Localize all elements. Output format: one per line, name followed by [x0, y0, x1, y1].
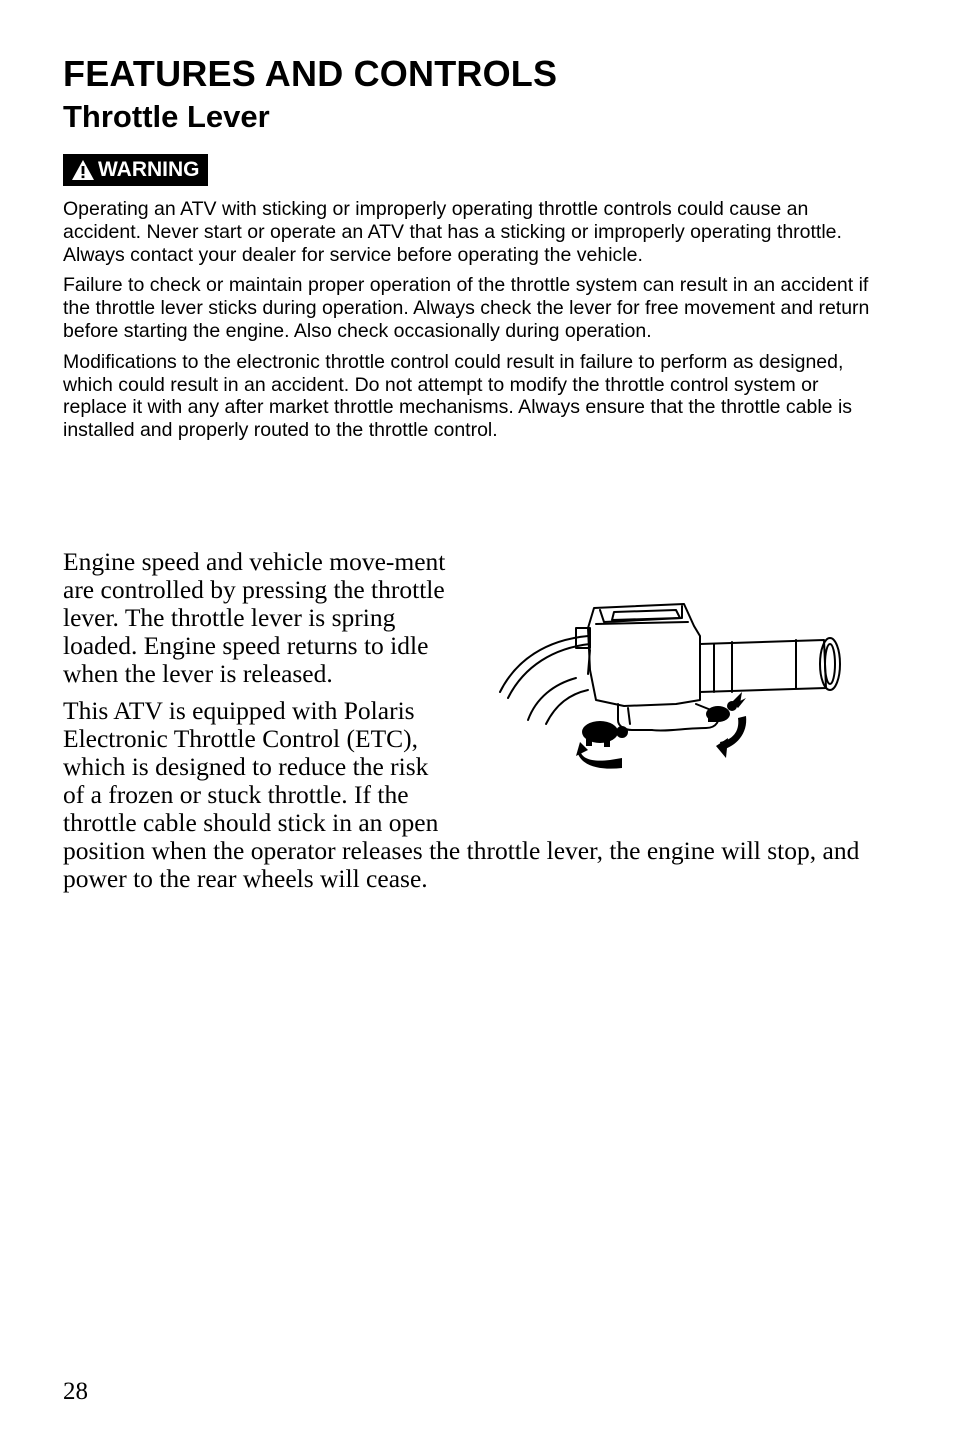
warning-triangle-icon	[71, 159, 95, 181]
page-number: 28	[63, 1378, 88, 1405]
section-title: Throttle Lever	[63, 99, 270, 134]
warning-paragraph-1: Operating an ATV with sticking or improperly operating throttle controls could cause an accident. Never start or operate an ATV that has a sticking or improperly operating throttle. Always contact your dealer for service before operating the vehicle.	[63, 198, 842, 266]
throttle-lever-illustration	[496, 600, 848, 770]
warning-text	[63, 198, 873, 450]
warning-badge	[63, 154, 208, 186]
rabbit-icon	[706, 692, 746, 758]
warning-label: WARNING	[98, 158, 200, 181]
body-paragraph-1: Engine speed and vehicle move-ment are controlled by pressing the throttle lever. The throttle lever is spring loaded. Engine speed returns to idle when the lever is released.	[63, 547, 446, 688]
page-title: FEATURES AND CONTROLS	[63, 53, 558, 94]
warning-paragraph-3: Modifications to the electronic throttle control could result in failure to perform as designed, which could result in an accident. Do not attempt to modify the throttle control system or replace it with any after market throttle mechanisms. Always ensure that the throttle cable is installed and properly routed to the throttle control.	[63, 350, 853, 442]
turtle-icon	[576, 721, 628, 769]
body-paragraph-2: This ATV is equipped with Polaris Electronic Throttle Control (ETC), which is designed to reduce the risk of a frozen or stuck throttle. If the throttle cable should stick in an open position when the operator releases the throttle lever, the engine will stop, and power to the rear wheels will cease.	[63, 696, 860, 893]
warning-paragraph-2: Failure to check or maintain proper operation of the throttle system can result in an accident if the throttle lever sticks during operation. Always check the lever for free movement and return before starting the engine. Also check occasionally during operation.	[63, 274, 870, 342]
